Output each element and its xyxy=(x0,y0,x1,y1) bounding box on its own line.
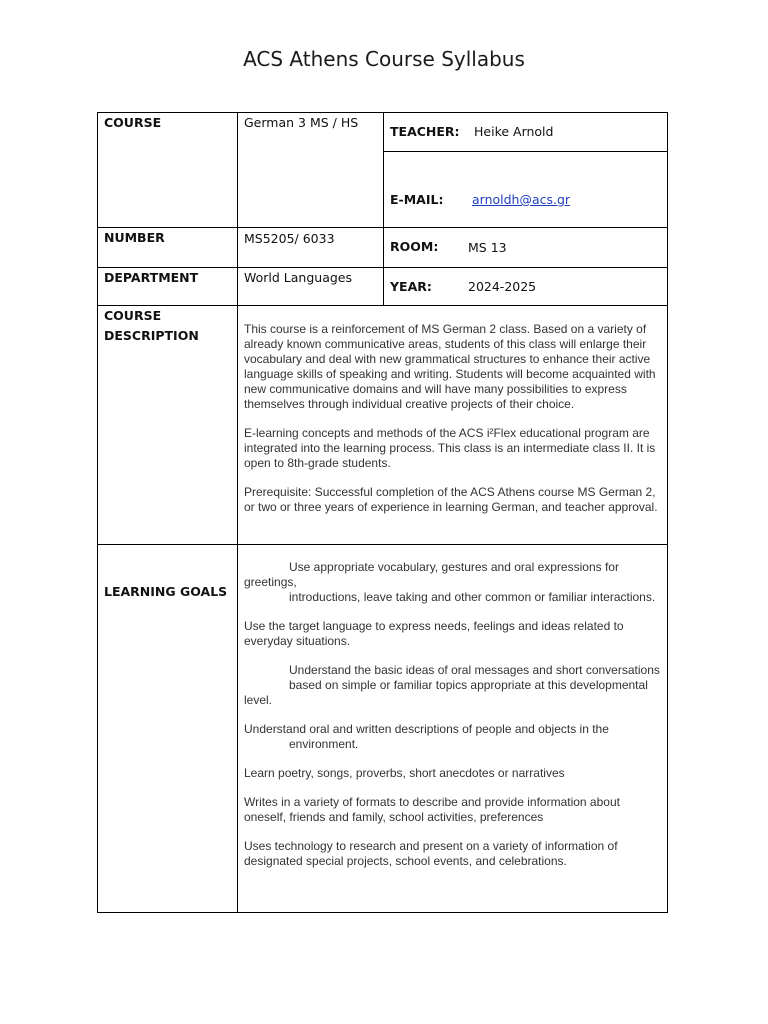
teacher-label: TEACHER: xyxy=(390,124,460,139)
goal-item: Use appropriate vocabulary, gestures and oral expressions for greetings, xyxy=(244,560,619,589)
description-paragraph: E-learning concepts and methods of the ACS i²Flex educational program are integrated into the learning process. This class is an intermediate class II. It is open to 8th-grade students. xyxy=(244,426,656,470)
course-description-label-line1: COURSE xyxy=(104,308,162,323)
number-value: MS5205/ 6033 xyxy=(244,231,335,246)
goal-item: Understand oral and written descriptions of people and objects in the xyxy=(244,722,609,736)
email-link[interactable]: arnoldh@acs.gr xyxy=(472,192,571,207)
department-label: DEPARTMENT xyxy=(104,270,199,285)
description-paragraph: Prerequisite: Successful completion of the ACS Athens course MS German 2, or two or three years of experience in learning German, and teacher approval. xyxy=(244,485,658,514)
learning-goals-list xyxy=(244,560,664,869)
goal-item: Writes in a variety of formats to describe and provide information about oneself, friends and family, school activities, preferences xyxy=(244,795,620,824)
goal-item: based on simple or familiar topics appropriate at this developmental level. xyxy=(244,678,648,707)
goal-item: Use the target language to express needs, feelings and ideas related to everyday situations. xyxy=(244,619,624,648)
room-label: ROOM: xyxy=(390,239,439,254)
course-description-label-line2: DESCRIPTION xyxy=(104,328,199,343)
course-label: COURSE xyxy=(104,115,162,130)
course-value: German 3 MS / HS xyxy=(244,115,359,130)
year-value: 2024-2025 xyxy=(468,279,537,294)
page-title: ACS Athens Course Syllabus xyxy=(243,47,525,71)
goal-item: Learn poetry, songs, proverbs, short anecdotes or narratives xyxy=(244,766,565,780)
department-value: World Languages xyxy=(244,270,352,285)
year-label: YEAR: xyxy=(390,279,432,294)
learning-goals-label: LEARNING GOALS xyxy=(104,584,228,599)
room-value: MS 13 xyxy=(468,240,507,255)
course-description xyxy=(244,322,664,515)
goal-item: Understand the basic ideas of oral messages and short conversations xyxy=(289,663,660,677)
email-label: E-MAIL: xyxy=(390,192,444,207)
number-label: NUMBER xyxy=(104,230,165,245)
goal-item: Uses technology to research and present on a variety of information of designated special projects, school events, and celebrations. xyxy=(244,839,618,868)
goal-item: introductions, leave taking and other common or familiar interactions. xyxy=(289,590,656,604)
goal-item: environment. xyxy=(289,737,359,751)
description-paragraph: This course is a reinforcement of MS German 2 class. Based on a variety of already known communicative areas, students of this class will enlarge their vocabulary and deal with new grammatical structures to enhance their active language skills of speaking and writing. Students will become acquainted with new communicative domains and will have many possibilities to express themselves through individual creative projects of their choice. xyxy=(244,322,656,411)
teacher-value: Heike Arnold xyxy=(474,124,554,139)
